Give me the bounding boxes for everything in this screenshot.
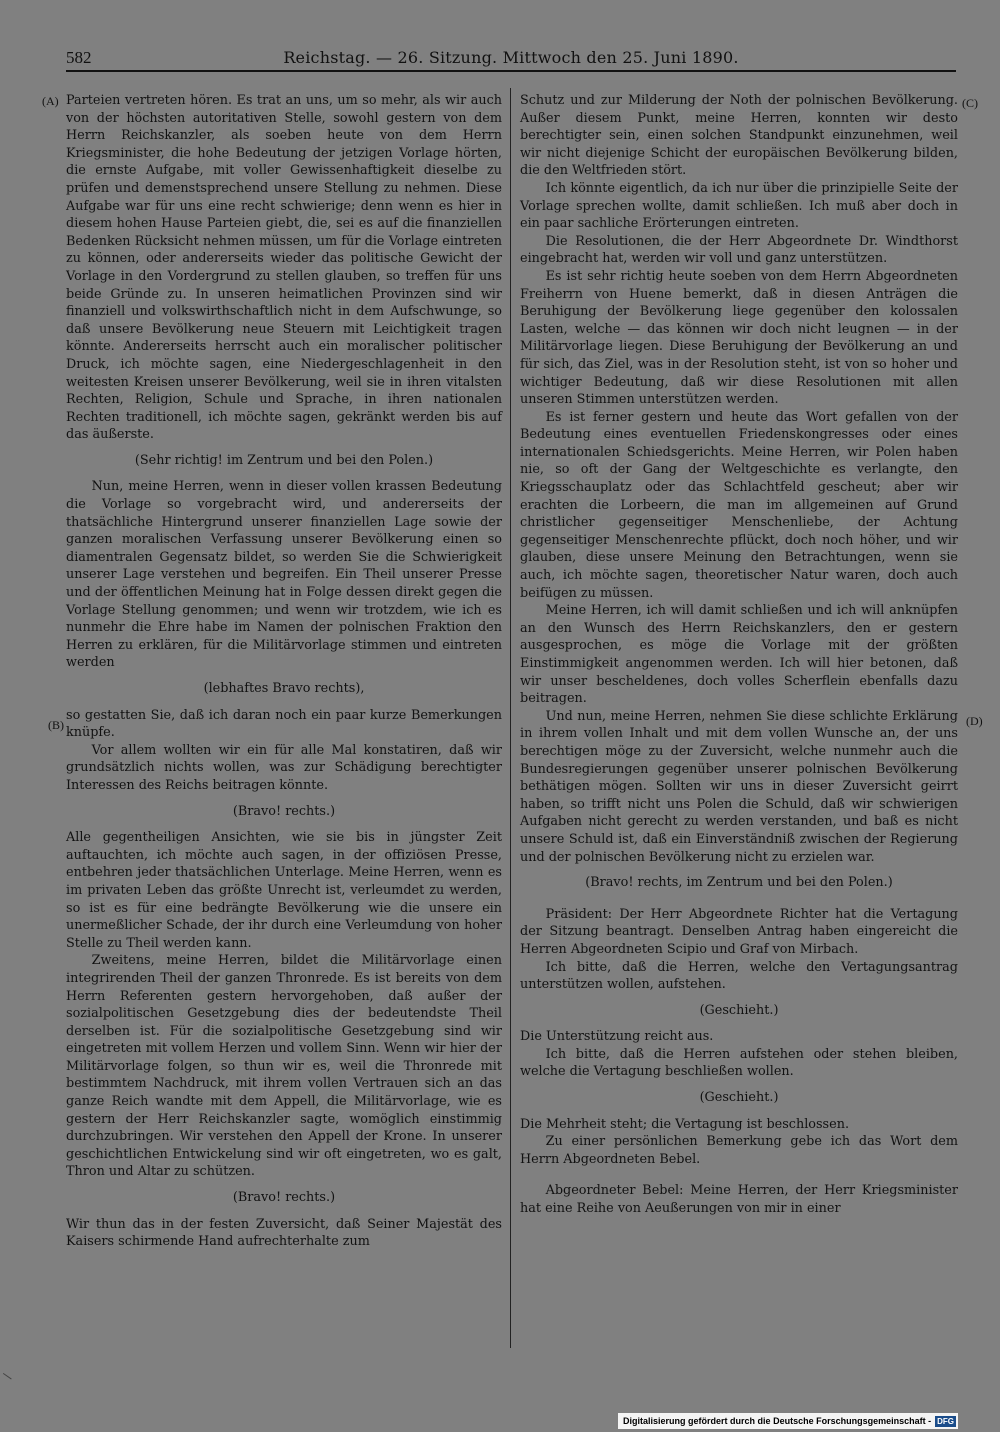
paragraph: Es ist sehr richtig heute soeben von dem Herrn Abgeordneten Freiherrn von Huene bemerkt, daß in diesen Anträgen die Beruhigung der Bevölkerung liege gegenüber den kolossalen Lasten, welche — das können wir doch nicht leugnen — in der Militärvorlage liegen. Diese Beruhigung der Bevölkerung an und für sich, das Ziel, was in der Resolution steht, ist von so hoher und wichtiger Bedeutung, daß wir diese Resolutionen mit allen unseren Stimmen unterstützen werden. [520, 268, 958, 408]
paragraph: Vor allem wollten wir ein für alle Mal konstatiren, daß wir grundsätzlich nichts wollen, was zur Schädigung berechtigter Interessen des Reichs beitragen könnte. [66, 742, 502, 793]
paragraph: Ich bitte, daß die Herren, welche den Vertagungsantrag unterstützen wollen, aufstehen. [520, 959, 958, 993]
paragraph: Schutz und zur Milderung der Noth der polnischen Bevölkerung. Außer diesem Punkt, meine Herren, konnten wir desto berechtigter sein, einen solchen Standpunkt einzunehmen, weil wir nicht diejenige Schicht der europäischen Bevölkerung bilden, die den Weltfrieden stört. [520, 93, 958, 179]
interjection: (Bravo! rechts, im Zentrum und bei den Polen.) [585, 875, 893, 891]
margin-marker-b: (B) [48, 718, 64, 732]
paragraph: Zweitens, meine Herren, bildet die Militärvorlage einen integrirenden Theil der ganzen Thronrede. Es ist bereits von dem Herrn Referenten gestern hervorgehoben, daß außer der sozialpolitischen Gesetzgebung dies der bedeutendste Theil derselben ist. Für die sozialpolitische Gesetzgebung sind wir eingetreten mit vollem Herzen und vollem Sinn. Wenn wir hier der Militärvorlage folgen, so thun wir es, weil die Thronrede mit bestimmtem Nachdruck, mit ihrem vollen Vertrauen sich an das ganze Reich wandte mit dem Appell, die Militärvorlage, wie es gestern der Herr Reichskanzler sagte, womöglich einstimmig durchzubringen. Wir verstehen den Appell der Krone. In unserer geschichtlichen Entwickelung sind wir oft eingetreten, wo es galt, Thron und Altar zu schützen. [66, 953, 502, 1180]
dfg-logo: DFG [937, 1416, 954, 1426]
margin-marker-a: (A) [42, 94, 59, 108]
page-header [66, 46, 956, 72]
page-running-title: Reichstag. — 26. Sitzung. Mittwoch den 25. Juni 1890. [283, 48, 739, 67]
paragraph: Es ist ferner gestern und heute das Wort gefallen von der Bedeutung eines eventuellen Friedenskongresses oder eines internationalen Schiedsgerichts. Meine Herren, wir Polen haben nie, so oft der Gang der Weltgeschichte es verlangte, den Kriegsschauplatz oder das Schlachtfeld gescheut; aber wir erachten die Lorbeern, die man im allgemeinen auf Grund christlicher gegenseitiger Menschenliebe, der Achtung gegenseitiger Menschenrechte pflückt, doch noch höher, und wir glauben, diese unsere Meinung den Betrachtungen, wenn sie auch, ich möchte sagen, theoretischer Natur waren, doch auch beifügen zu müssen. [520, 409, 958, 601]
interjection: (Geschieht.) [699, 1090, 779, 1106]
paragraph: Ich könnte eigentlich, da ich nur über die prinzipielle Seite der Vorlage sprechen wollte, damit schließen. Ich muß aber doch in ein paar sachliche Erörterungen eintreten. [520, 180, 958, 232]
paragraph: so gestatten Sie, daß ich daran noch ein paar kurze Bemerkungen knüpfe. [66, 707, 502, 741]
page-number: 582 [66, 48, 92, 67]
paragraph: Ich bitte, daß die Herren aufstehen oder stehen bleiben, welche die Vertagung beschließen wollen. [520, 1046, 958, 1080]
paragraph: Parteien vertreten hören. Es trat an uns, um so mehr, als wir auch von der höchsten autoritativen Stelle, sowohl gestern von dem Herrn Reichskanzler, als soeben heute von dem Herrn Kriegsminister, die hohe Bedeutung der jetzigen Vorlage hörten, die ernste Aufgabe, mit voller Gewissenhaftigkeit dieselbe zu prüfen und demenstsprechend unsere Stellung zu nehmen. Diese Aufgabe war für uns eine recht schwierige; denn wenn es hier in diesem hohen Hause Parteien giebt, die, sei es auf die finanziellen Bedenken Rücksicht nehmen müssen, um für die Vorlage eintreten zu können, oder andererseits wieder das politische Gewicht der Vorlage in den Vordergrund zu stellen glauben, so treffen für uns beide Gründe zu. In unseren heimatlichen Provinzen sind wir finanziell und volkswirthschaftlich nicht in dem Aufschwunge, so daß unsere Bevölkerung neue Steuern mit Leichtigkeit tragen könnte. Andererseits herrscht auch ein moralischer politischer Druck, ich möchte sagen, eine Niedergeschlagenheit in den weitesten Kreisen unserer Bevölkerung, weil sie in ihren vitalsten Rechten, Religion, Schule und Sprache, in ihren nationalen Rechten traditionell, ich möchte sagen, gekränkt werden bis auf das äußerste. [66, 93, 502, 443]
interjection: (lebhaftes Bravo rechts), [203, 681, 365, 696]
interjection: (Bravo! rechts.) [232, 803, 336, 819]
footer-text: Digitalisierung gefördert durch die Deutsche Forschungsgemeinschaft - [623, 1416, 932, 1426]
paragraph: Die Unterstützung reicht aus. [520, 1029, 714, 1045]
column-divider [510, 88, 511, 1348]
right-column [520, 92, 958, 1218]
left-column [66, 92, 502, 1251]
speaker-paragraph-bebel: Abgeordneter Bebel: Meine Herren, der Herr Kriegsminister hat eine Reihe von Aeußerungen von mir in einer [520, 1183, 958, 1217]
interjection: (Geschieht.) [699, 1002, 779, 1018]
paragraph: Die Mehrheit steht; die Vertagung ist beschlossen. [520, 1116, 850, 1132]
digitization-footer [618, 1413, 958, 1429]
margin-marker-d: (D) [966, 714, 983, 728]
interjection: (Sehr richtig! im Zentrum und bei den Polen.) [134, 452, 434, 468]
paragraph: Zu einer persönlichen Bemerkung gebe ich das Wort dem Herrn Abgeordneten Bebel. [520, 1134, 958, 1167]
paragraph: Nun, meine Herren, wenn in dieser vollen krassen Bedeutung die Vorlage so vorgebracht wird, und andererseits der thatsächliche Hintergrund unserer finanziellen Lage sowie der ganzen moralischen Verfassung unserer Bevölkerung einen so diamentralen Gegensatz bildet, so werden Sie die Schwierigkeit unserer Lage verstehen und begreifen. Ein Theil unserer Presse und der öffentlichen Meinung hat in Folge dessen direkt gegen die Vorlage Stellung genommen; und wenn wir trotzdem, wie ich es nunmehr die Ehre habe im Namen der polnischen Fraktion den Herren zu erklären, für die Militärvorlage stimmen und eintreten werden [66, 479, 502, 671]
paragraph: Die Resolutionen, die der Herr Abgeordnete Dr. Windthorst eingebracht hat, werden wir voll und ganz unterstützen. [520, 233, 958, 267]
edge-mark [0, 1373, 12, 1386]
paragraph: Wir thun das in der festen Zuversicht, daß Seiner Majestät des Kaisers schirmende Hand aufrechterhalte zum [66, 1216, 502, 1250]
paragraph: Alle gegentheiligen Ansichten, wie sie bis in jüngster Zeit auftauchten, ich möchte auch sagen, in der offiziösen Presse, entbehren jeder thatsächlichen Unterlage. Meine Herren, wenn es im privaten Leben das größte Unrecht ist, verleumdet zu werden, so ist es für eine bedrängte Bevölkerung wie die unsere ein unermeßlicher Schade, der ihr durch eine Verleumdung von hoher Stelle zu Theil werden kann. [66, 830, 502, 951]
paragraph: Meine Herren, ich will damit schließen und ich will anknüpfen an den Wunsch des Herrn Reichskanzlers, den er gestern ausgesprochen, es möge die Vorlage mit der größten Einstimmigkeit angenommen werden. Ich will hier betonen, daß wir unser bescheldenes, doch volles Scherflein ebenfalls dazu beitragen. [520, 603, 958, 707]
interjection: (Bravo! rechts.) [232, 1190, 336, 1206]
speaker-paragraph-president: Präsident: Der Herr Abgeordnete Richter hat die Vertagung der Sitzung beantragt. Denselben Antrag haben eingereicht die Herren Abgeordneten Scipio und Graf von Mirbach. [520, 906, 958, 957]
paragraph: Und nun, meine Herren, nehmen Sie diese schlichte Erklärung in ihrem vollen Inhalt und mit dem vollen Wunsche an, der uns berechtigen möge zu der Zuversicht, welche nunmehr auch die Bundesregierungen gegenüber unserer polnischen Bevölkerung bethätigen mögen. Sollten wir uns in dieser Zuversicht geirrt haben, so trifft nicht uns Polen die Schuld, daß wir schwierigen Aufgaben nicht gerecht zu werden verstanden, und baß es nicht unsere Schuld ist, daß ein Einverständniß zwischen der Regierung und der polnischen Bevölkerung nicht zu erzielen war. [520, 708, 958, 865]
margin-marker-c: (C) [962, 96, 978, 110]
